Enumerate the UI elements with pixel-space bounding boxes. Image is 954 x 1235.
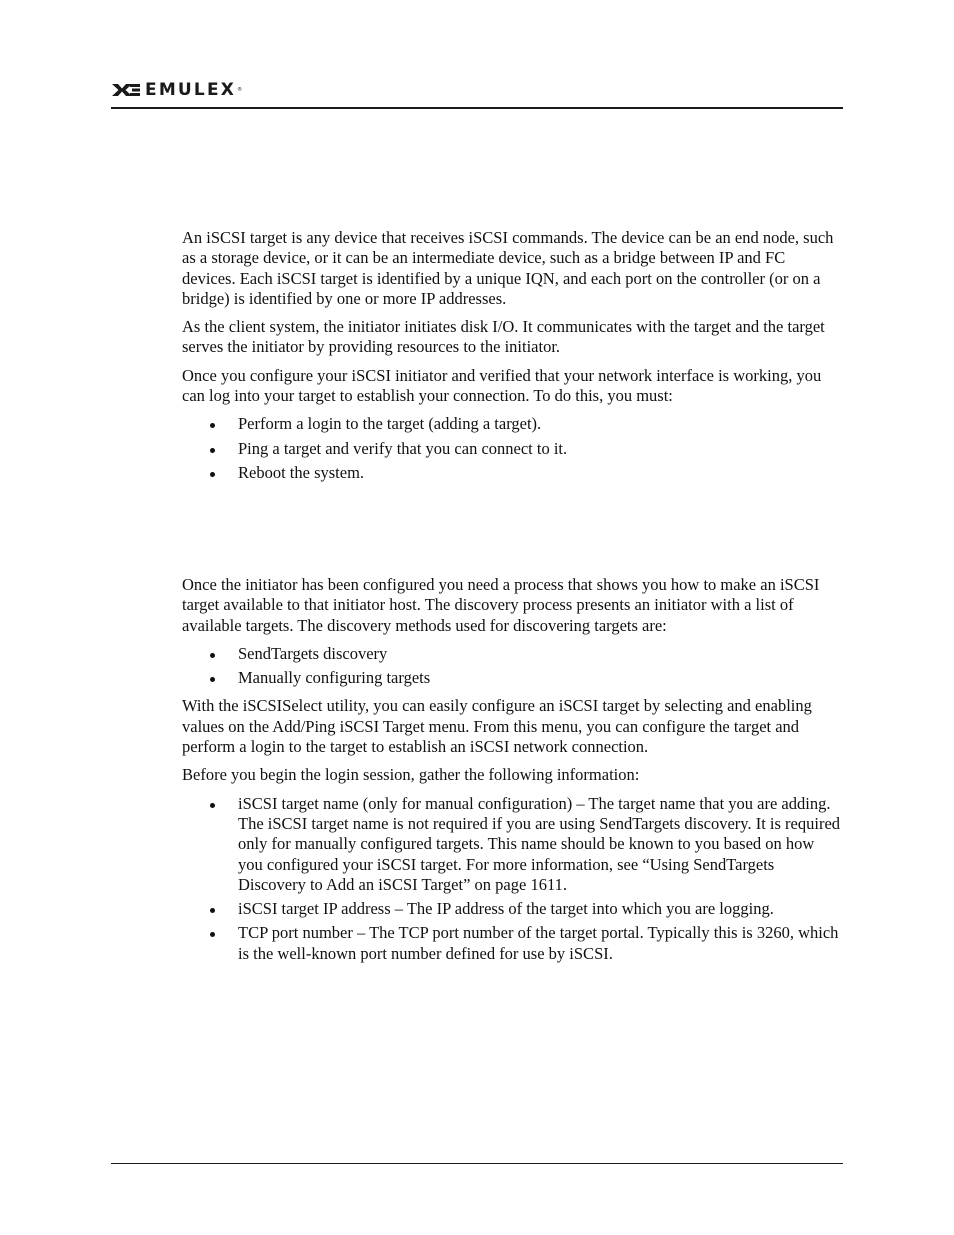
- section-target-discovery: [182, 575, 842, 964]
- list-item: [182, 439, 842, 459]
- paragraph: Once you configure your iSCSI initiator and verified that your network interface is working, you can log into your target to establish your connection. To do this, you must:: [182, 365, 822, 406]
- list-item: [182, 668, 842, 688]
- list-item: [182, 644, 842, 664]
- list-item-text: Perform a login to the target (adding a target).: [238, 414, 542, 434]
- list-item: [182, 463, 842, 483]
- list-item-text: Manually configuring targets: [238, 668, 431, 688]
- bullet-icon: [210, 472, 215, 477]
- paragraph: Before you begin the login session, gather the following information:: [182, 765, 640, 785]
- list-item-text: SendTargets discovery: [238, 643, 388, 663]
- paragraph: An iSCSI target is any device that receives iSCSI commands. The device can be an end node, such as a storage device, or it can be an intermediate device, such as a bridge between IP and FC devices. Each iSCSI target is identified by a unique IQN, and each port on the controller (or on a bridge) is identified by one or more IP addresses.: [182, 228, 834, 308]
- bullet-icon: [210, 677, 215, 682]
- paragraph: As the client system, the initiator initiates disk I/O. It communicates with the target and the target serves the initiator by providing resources to the initiator.: [182, 317, 825, 357]
- bullet-icon: [210, 423, 215, 428]
- bullet-icon: [210, 448, 215, 453]
- bullet-icon: [210, 653, 215, 658]
- list-item-text: iSCSI target name (only for manual configuration) – The target name that you are adding. The iSCSI target name is not required if you are using SendTargets discovery. It is required only for manually configured targets. This name should be known to you based on how you configured your iSCSI target. For more information, see “Using SendTargets Discovery to Add an iSCSI Target” on page 1611.: [238, 793, 841, 894]
- footer-rule: [111, 1163, 843, 1164]
- bullet-icon: [210, 908, 215, 913]
- paragraph: Once the initiator has been configured you need a process that shows you how to make an iSCSI target available to that initiator host. The discovery process presents an initiator with a list of available targets. The discovery methods used for discovering targets are:: [182, 575, 820, 635]
- section-iscsi-target: [182, 228, 842, 483]
- header-rule: [111, 107, 843, 109]
- list-item: [182, 899, 842, 919]
- list-item-text: Reboot the system.: [238, 462, 365, 482]
- bullet-list: [182, 414, 842, 483]
- emulex-logo: [111, 80, 242, 100]
- bullet-icon: [210, 803, 215, 808]
- emulex-wordmark: EMULEX: [145, 80, 237, 100]
- paragraph: With the iSCSISelect utility, you can easily configure an iSCSI target by selecting and enabling values on the Add/Ping iSCSI Target menu. From this menu, you can configure the target and perform a login to the target to establish an iSCSI network connection.: [182, 696, 812, 757]
- list-item: [182, 414, 842, 434]
- trademark-mark: ®: [237, 87, 243, 93]
- list-item: [182, 923, 842, 964]
- list-item: [182, 794, 842, 895]
- list-item-text: TCP port number – The TCP port number of the target portal. Typically this is 3260, which is the well-known port number defined for use by iSCSI.: [238, 923, 839, 963]
- bullet-icon: [210, 932, 215, 937]
- list-item-text: iSCSI target IP address – The IP address of the target into which you are logging.: [238, 899, 774, 919]
- bullet-list: [182, 794, 842, 964]
- emulex-logo-icon: [111, 83, 141, 97]
- bullet-list: [182, 644, 842, 689]
- list-item-text: Ping a target and verify that you can connect to it.: [238, 438, 568, 458]
